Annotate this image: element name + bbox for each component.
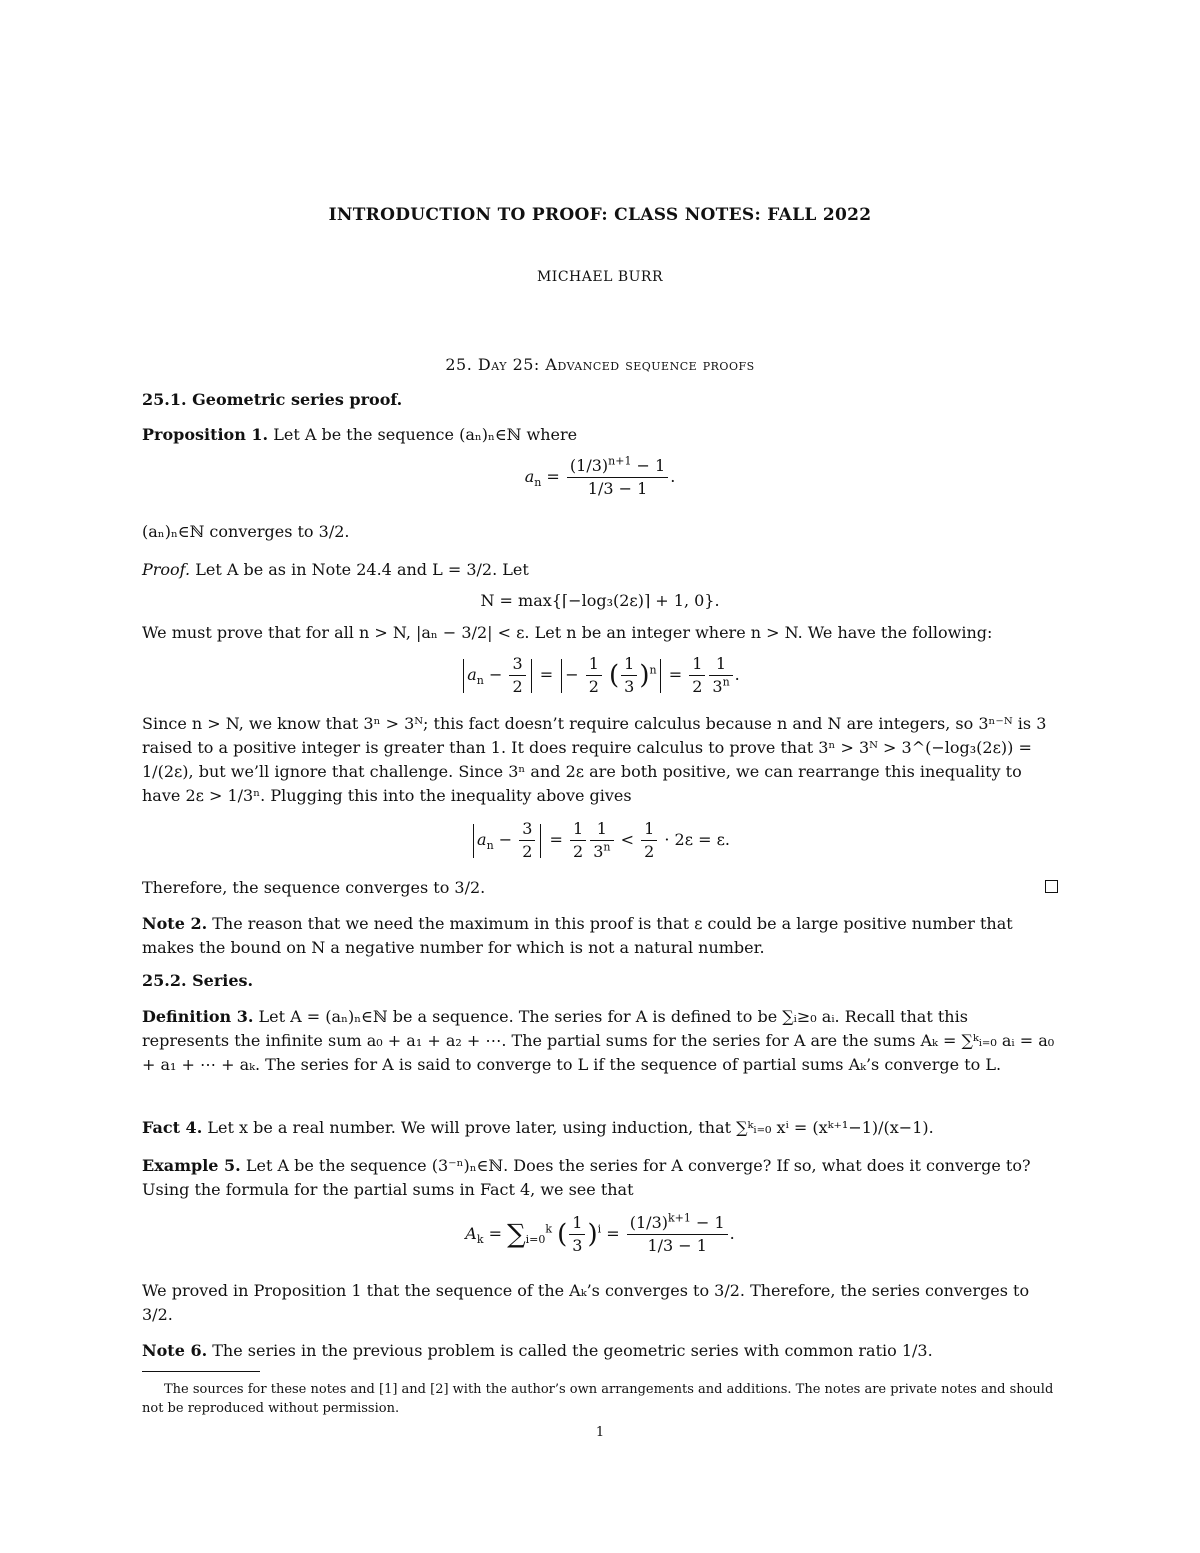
note-2 [142,912,1058,960]
example-5 [142,1154,1058,1202]
qed-symbol [1045,880,1058,893]
equation-partial-sum: $A_k = \sum_{i=0}^k$ ( $\frac{1}{3}$ )$^i$ = $\frac{(1/3)^{k+1} - 1}{1/3 - 1}$ . [465,1211,735,1255]
subsection-heading-2: 25.2. Series. [142,971,254,990]
note-6-label: Note 6. [142,1341,208,1360]
page-number: 1 [595,1425,605,1440]
example-5-label: Example 5. [142,1156,241,1175]
note-2-label: Note 2. [142,914,208,933]
footnote: The sources for these notes and [1] and [2] with the author’s own arrangements and additions. The notes are private notes and should not be reproduced without permission. [142,1382,1054,1416]
proof-label: Proof. [142,560,191,579]
proposition-1 [142,423,1058,447]
footnote-rule [142,1371,260,1372]
paper-author: MICHAEL BURR [536,269,664,285]
subsection-heading-1: 25.1. Geometric series proof. [142,390,403,409]
proof-intro [142,558,1058,582]
equation-bound-1: $a_n$ − $\frac{3}{2}$ = − $\frac{1}{2}$ ( $\frac{1}{3}$ )$^n$ = $\frac{1}{2}$ $\frac{1}{3^n}$ . [142,653,1058,698]
example-5-after: We proved in Proposition 1 that the sequence of the Aₖ’s converges to 3/2. Therefore, the series converges to 3/2. [142,1281,1030,1324]
note-2-text: The reason that we need the maximum in this proof is that ε could be a large positive number that makes the bound on N a negative number for which is not a natural number. [142,914,1013,957]
equation-N: N = max{⌈−log₃(2ε)⌉ + 1, 0}. [480,591,720,610]
proof-therefore: Therefore, the sequence converges to 3/2. [142,878,486,897]
note-6 [142,1339,1058,1363]
note-6-text: The series in the previous problem is called the geometric series with common ratio 1/3. [212,1341,933,1360]
equation-bound-2: $a_n$ − $\frac{3}{2}$ = $\frac{1}{2}$ $\frac{1}{3^n}$ < $\frac{1}{2}$ · 2ε = ε. [142,818,1058,863]
proof-must: We must prove that for all n > N, |aₙ − 3/2| < ε. Let n be an integer where n > N. We have the following: [142,623,993,642]
fact-4-text: Let x be a real number. We will prove later, using induction, that ∑ᵏᵢ₌₀ xⁱ = (xᵏ⁺¹−1)/(x−1). [207,1118,934,1137]
proposition-conclusion: (aₙ)ₙ∈ℕ converges to 3/2. [142,522,350,541]
example-5-text: Let A be the sequence (3⁻ⁿ)ₙ∈ℕ. Does the series for A converge? If so, what does it converge to? Using the formula for the partial sums in Fact 4, we see that [142,1156,1031,1199]
proposition-text: Let A be the sequence (aₙ)ₙ∈ℕ where [273,425,578,444]
fact-4 [142,1116,1058,1140]
definition-3-label: Definition 3. [142,1007,254,1026]
definition-3-text: Let A = (aₙ)ₙ∈ℕ be a sequence. The series for A is defined to be ∑ᵢ≥₀ aᵢ. Recall that this represents the infinite sum a₀ + a₁ + a₂ + ⋯. The partial sums for the series for A are the sums Aₖ = ∑ᵏᵢ₌₀ aᵢ = a₀ + a₁ + ⋯ + aₖ. The series for A is said to converge to L if the sequence of partial sums Aₖ’s converge to L. [142,1007,1055,1074]
proof-intro-text: Let A be as in Note 24.4 and L = 3/2. Let [195,560,529,579]
paper-title: INTRODUCTION TO PROOF: CLASS NOTES: FALL 2022 [328,205,872,225]
equation-an: $a_n$ = $\frac{(1/3)^{n+1} - 1}{1/3 - 1}$ . [524,454,676,498]
proposition-label: Proposition 1. [142,425,269,444]
fact-4-label: Fact 4. [142,1118,203,1137]
section-heading: 25. Day 25: Advanced sequence proofs [445,355,755,374]
definition-3 [142,1005,1058,1077]
proof-since: Since n > N, we know that 3ⁿ > 3ᴺ; this fact doesn’t require calculus because n and N are integers, so 3ⁿ⁻ᴺ is 3 raised to a positive integer is greater than 1. It does require calculus to prove that 3ⁿ > 3ᴺ > 3^(−log₃(2ε)) = 1/(2ε), but we’ll ignore that challenge. Since 3ⁿ and 2ε are both positive, we can rearrange this inequality to have 2ε > 1/3ⁿ. Plugging this into the inequality above gives [142,714,1047,805]
